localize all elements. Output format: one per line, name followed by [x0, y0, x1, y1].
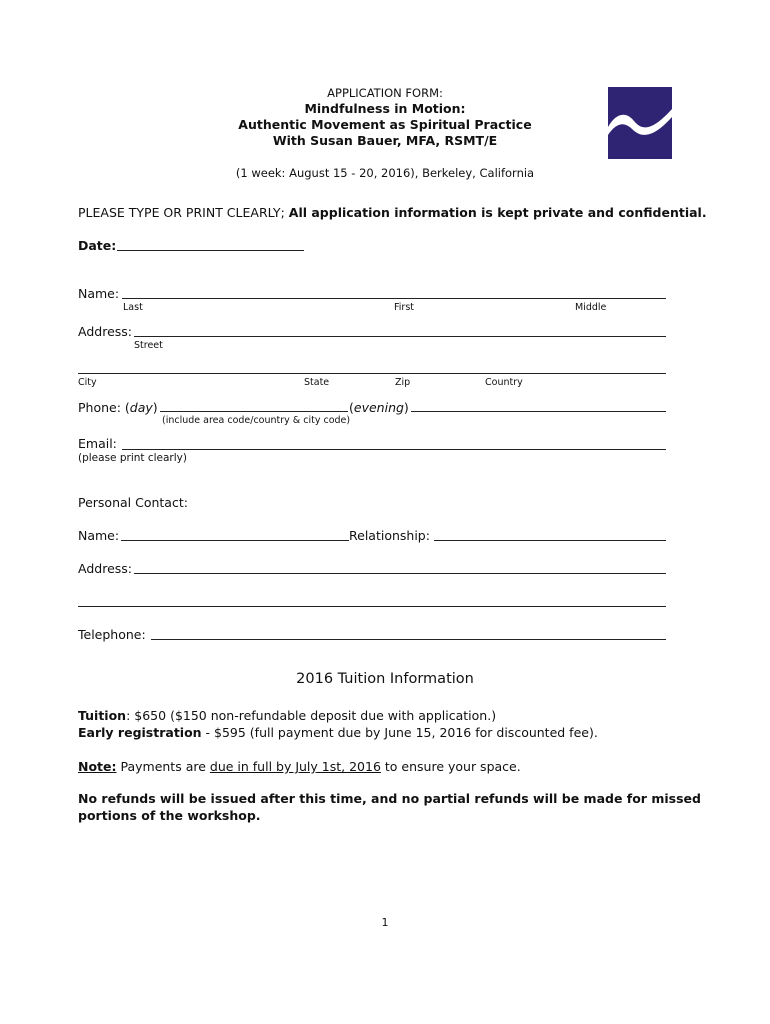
zip-hint: Zip — [395, 377, 411, 388]
phone-evening-close: ) — [403, 400, 409, 415]
date-label: Date: — [78, 238, 117, 253]
form-label: APPLICATION FORM: — [327, 86, 443, 100]
note-line — [78, 759, 521, 774]
phone-day-label: day — [129, 400, 153, 415]
address-street-hint: Street — [134, 340, 163, 351]
name-field[interactable] — [122, 298, 666, 299]
personal-contact-heading: Personal Contact: — [78, 495, 188, 510]
relationship-field[interactable] — [434, 540, 666, 541]
tuition-heading: 2016 Tuition Information — [296, 671, 474, 687]
name-label: Name: — [78, 286, 120, 301]
phone-evening-open: ( — [349, 400, 354, 415]
note-text-2: to ensure your space. — [380, 759, 521, 774]
phone-hint: (include area code/country & city code) — [162, 415, 351, 426]
state-hint: State — [304, 377, 330, 388]
title-line-2: Authentic Movement as Spiritual Practice — [238, 117, 532, 132]
note-deadline: due in full by July 1st, 2016 — [209, 759, 381, 774]
contact-address-field[interactable] — [134, 573, 666, 574]
notice-bold: All application information is kept private and confidential. — [288, 205, 707, 220]
country-hint: Country — [485, 377, 523, 388]
city-hint: City — [78, 377, 97, 388]
phone-day-field[interactable] — [160, 411, 348, 412]
phone-label — [78, 400, 158, 415]
name-last-hint: Last — [123, 302, 143, 313]
address-street-field[interactable] — [134, 336, 666, 337]
tuition-label: Tuition — [78, 708, 127, 723]
name-middle-hint: Middle — [575, 302, 607, 313]
page-number: 1 — [381, 916, 389, 929]
note-text-1: Payments are — [116, 759, 210, 774]
privacy-notice — [78, 205, 707, 220]
workshop-dates: (1 week: August 15 - 20, 2016), Berkeley, California — [235, 166, 535, 180]
title-line-1: Mindfulness in Motion: — [304, 101, 466, 116]
refund-line-1: No refunds will be issued after this time, and no partial refunds will be made for missed — [78, 791, 701, 806]
phone-label-text: Phone: ( — [78, 400, 130, 415]
note-label: Note: — [78, 759, 117, 774]
early-registration-label: Early registration — [78, 725, 202, 740]
relationship-label: Relationship: — [349, 528, 430, 543]
refund-line-2: portions of the workshop. — [78, 808, 261, 823]
title-line-3: With Susan Bauer, MFA, RSMT/E — [272, 133, 498, 148]
date-field[interactable] — [117, 250, 304, 251]
tuition-text: : $650 ($150 non-refundable deposit due with application.) — [126, 708, 497, 723]
email-hint: (please print clearly) — [78, 452, 187, 464]
phone-evening-field[interactable] — [411, 411, 666, 412]
early-registration-line — [78, 725, 598, 740]
email-label: Email: — [78, 436, 117, 451]
telephone-field[interactable] — [151, 639, 666, 640]
contact-address-field-2[interactable] — [78, 606, 666, 607]
address-label: Address: — [78, 324, 132, 339]
contact-address-label: Address: — [78, 561, 132, 576]
phone-evening-text: evening — [353, 400, 404, 415]
email-field[interactable] — [122, 449, 666, 450]
phone-close-paren: ) — [152, 400, 158, 415]
contact-name-label: Name: — [78, 528, 120, 543]
phone-evening-label — [349, 400, 409, 415]
tuition-line — [78, 708, 496, 723]
notice-plain: PLEASE TYPE OR PRINT CLEARLY; — [78, 205, 289, 220]
wave-logo-icon — [608, 87, 672, 159]
name-first-hint: First — [394, 302, 414, 313]
early-registration-text: - $595 (full payment due by June 15, 2016 for discounted fee). — [201, 725, 598, 740]
telephone-label: Telephone: — [78, 627, 146, 642]
address-city-field[interactable] — [78, 373, 666, 374]
contact-name-field[interactable] — [121, 540, 349, 541]
